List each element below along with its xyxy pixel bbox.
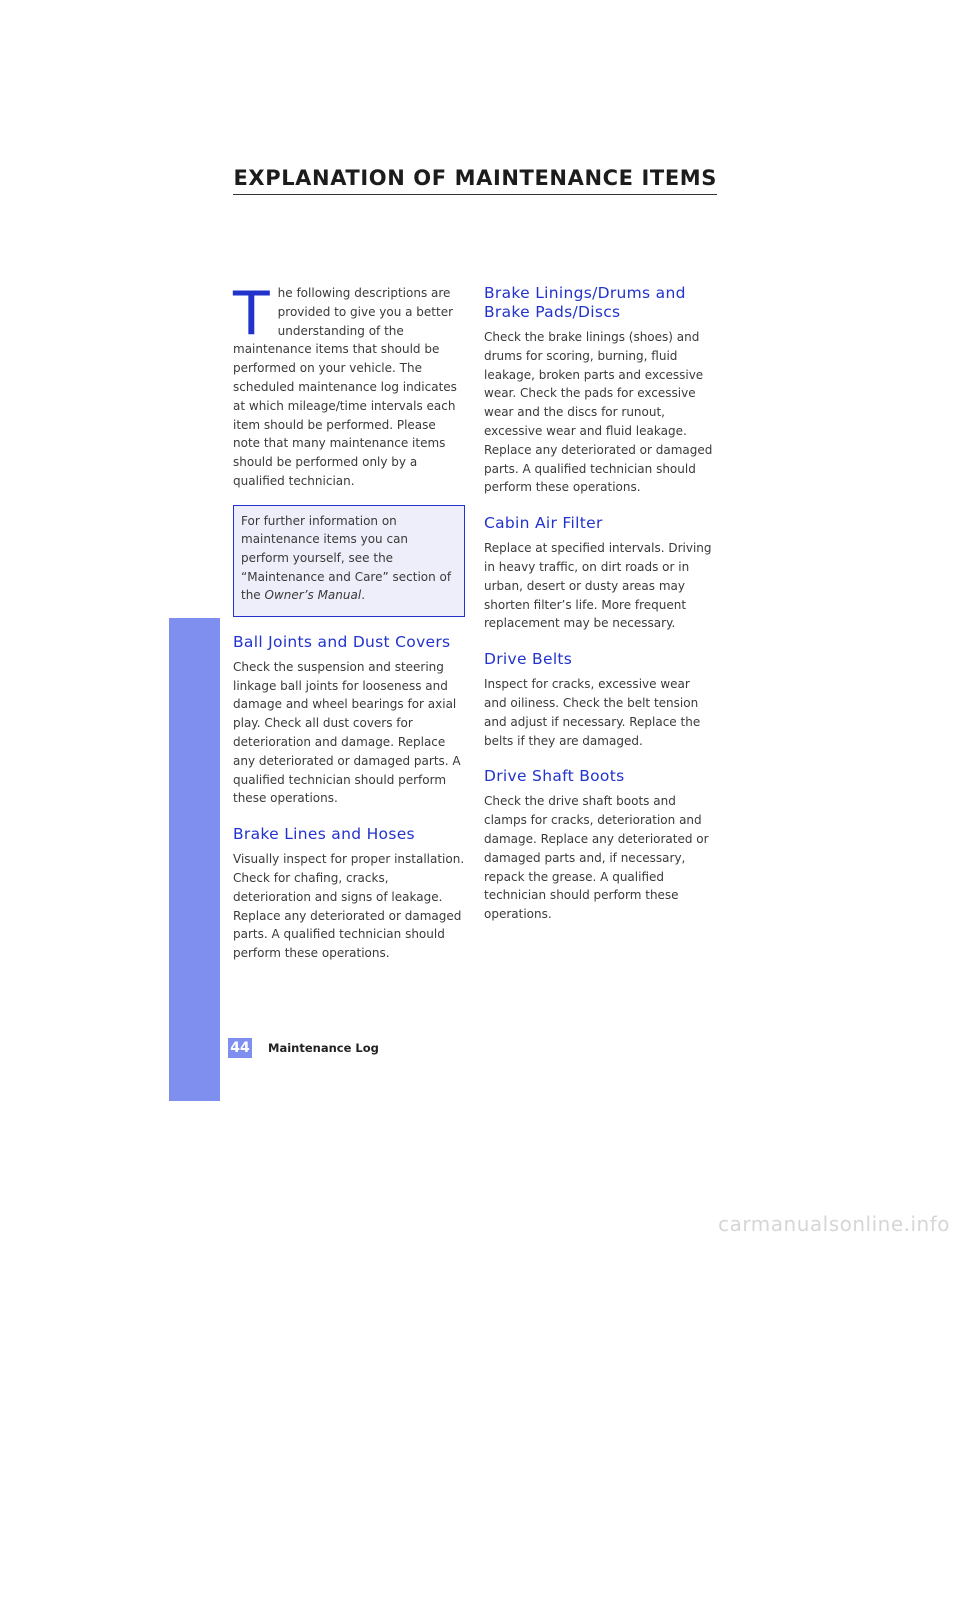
drop-cap: T — [233, 279, 270, 349]
section-text: Check the suspension and steering linkage ball joints for looseness and damage and wheel bearings for axial play. Check all dust covers for deterioration and damage. Replace any deteriorated or damaged parts. A qualified technician should perform these operations. — [233, 659, 461, 806]
section-drive-belts — [484, 650, 716, 750]
section-text: Replace at specified intervals. Driving in heavy traffic, on dirt roads or in urban, desert or dusty areas may shorten filter’s life. More frequent replacement may be necessary. — [484, 541, 712, 631]
section-sidebar-tab — [169, 618, 220, 1614]
section-drive-shaft-boots — [484, 767, 716, 924]
section-text: Check the brake linings (shoes) and drums for scoring, burning, fluid leakage, broken parts and excessive wear. Check the pads for excessive wear and the discs for runout, excessive wear and fluid leakage. Replace any deteriorated or damaged parts. A qualified technician should perform these operations. — [484, 330, 713, 495]
note-end: . — [361, 588, 366, 603]
left-column — [233, 279, 465, 963]
right-column — [484, 284, 716, 924]
section-brake-linings — [484, 284, 716, 497]
note-text — [241, 512, 458, 605]
info-note-box — [233, 505, 465, 617]
section-title: Cabin Air Filter — [484, 514, 603, 533]
section-title: Drive Shaft Boots — [484, 767, 625, 786]
section-brake-lines — [233, 825, 465, 963]
sidebar-label: MAINTENANCE — [185, 1481, 203, 1614]
page-title: EXPLANATION OF MAINTENANCE ITEMS — [233, 166, 717, 195]
intro-paragraph — [233, 279, 465, 491]
intro-text: he following descriptions are provided to give you a better understanding of the maintenance items that should be performed on your vehicle. The scheduled maintenance log indicates at which mileage/time intervals each item should be performed. Please note that many maintenance items should be performed only by a qualified technician. — [233, 286, 457, 488]
section-title: Brake Lines and Hoses — [233, 825, 415, 844]
section-text: Inspect for cracks, excessive wear and oiliness. Check the belt tension and adjust if necessary. Replace the belts if they are damaged. — [484, 677, 701, 748]
section-text: Visually inspect for proper installation. Check for chafing, cracks, deterioration and signs of leakage. Replace any deteriorated or damaged parts. A qualified technician should perform these operations. — [233, 852, 465, 961]
section-ball-joints — [233, 633, 465, 808]
section-cabin-air-filter — [484, 514, 716, 633]
page-number: 44 — [228, 1038, 252, 1058]
owners-manual-reference: Owner’s Manual — [264, 588, 362, 603]
section-title: Brake Linings/Drums and Brake Pads/Discs — [484, 284, 686, 321]
site-watermark: carmanualsonline.info — [718, 1212, 950, 1236]
footer-section-label: Maintenance Log — [268, 1041, 379, 1055]
note-body: For further information on maintenance items you can perform yourself, see the “Maintenance and Care” section of the — [241, 513, 452, 603]
section-title: Drive Belts — [484, 650, 573, 669]
section-text: Check the drive shaft boots and clamps for cracks, deterioration and damage. Replace any deteriorated or damaged parts and, if necessary, repack the grease. A qualified technician should perform these operations. — [484, 794, 709, 922]
section-title: Ball Joints and Dust Covers — [233, 632, 451, 651]
